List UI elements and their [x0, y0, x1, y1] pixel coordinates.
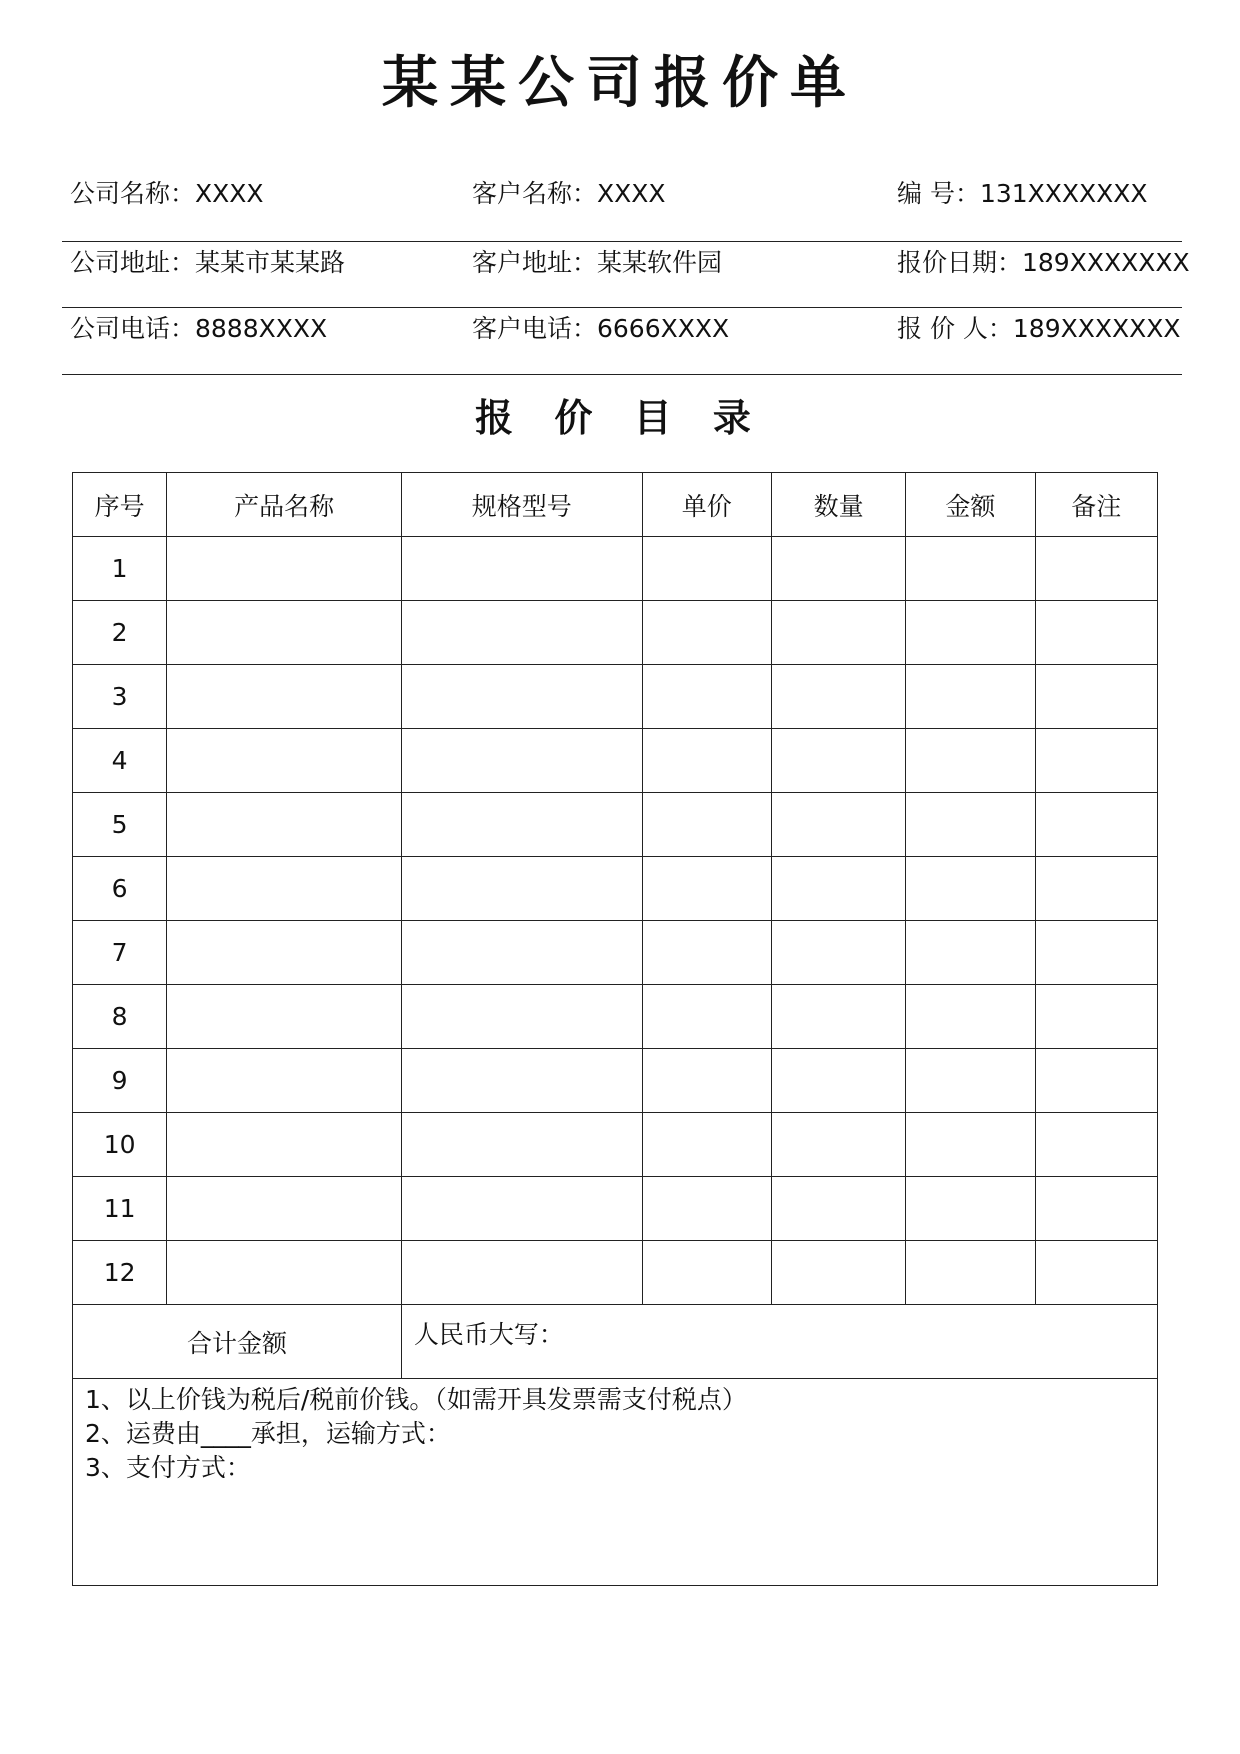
amount-cell[interactable]	[906, 1177, 1035, 1241]
unit-price-cell[interactable]	[642, 921, 771, 985]
product-name-cell[interactable]	[167, 857, 402, 921]
rmb-uppercase-field[interactable]	[401, 1305, 1157, 1379]
remarks-cell[interactable]	[1035, 601, 1157, 665]
info-divider-1	[62, 241, 1182, 242]
row-index: 10	[73, 1113, 167, 1177]
product-name-cell[interactable]	[167, 537, 402, 601]
header-quantity: 数量	[771, 473, 905, 537]
info-divider-3	[62, 374, 1182, 375]
row-index: 9	[73, 1049, 167, 1113]
spec-model-cell[interactable]	[401, 793, 642, 857]
note-tax: 1、以上价钱为税后/税前价钱。（如需开具发票需支付税点）	[85, 1385, 747, 1414]
unit-price-cell[interactable]	[642, 857, 771, 921]
remarks-cell[interactable]	[1035, 985, 1157, 1049]
quantity-cell[interactable]	[771, 921, 905, 985]
remarks-cell[interactable]	[1035, 537, 1157, 601]
unit-price-cell[interactable]	[642, 985, 771, 1049]
table-row	[73, 1241, 1158, 1305]
table-row	[73, 1113, 1158, 1177]
spec-model-cell[interactable]	[401, 537, 642, 601]
amount-cell[interactable]	[906, 601, 1035, 665]
rmb-uppercase-label: 人民币大写：	[413, 1320, 564, 1349]
document-title: 某某公司报价单	[382, 51, 858, 116]
remarks-cell[interactable]	[1035, 665, 1157, 729]
product-name-cell[interactable]	[167, 793, 402, 857]
row-index: 8	[73, 985, 167, 1049]
row-index: 5	[73, 793, 167, 857]
spec-model-cell[interactable]	[401, 601, 642, 665]
remarks-cell[interactable]	[1035, 1241, 1157, 1305]
unit-price-cell[interactable]	[642, 1177, 771, 1241]
customer-phone-field: 客户电话：6666XXXX	[472, 314, 730, 343]
amount-cell[interactable]	[906, 537, 1035, 601]
total-amount-label: 合计金额	[73, 1305, 402, 1379]
table-row	[73, 729, 1158, 793]
customer-address-field: 客户地址：某某软件园	[472, 248, 723, 277]
customer-name-field: 客户名称：XXXX	[472, 179, 666, 208]
product-name-cell[interactable]	[167, 665, 402, 729]
quote-table	[72, 472, 1158, 1586]
amount-cell[interactable]	[906, 729, 1035, 793]
unit-price-cell[interactable]	[642, 1049, 771, 1113]
spec-model-cell[interactable]	[401, 985, 642, 1049]
quantity-cell[interactable]	[771, 537, 905, 601]
quantity-cell[interactable]	[771, 1177, 905, 1241]
amount-cell[interactable]	[906, 985, 1035, 1049]
table-row	[73, 1177, 1158, 1241]
row-index: 7	[73, 921, 167, 985]
remarks-cell[interactable]	[1035, 921, 1157, 985]
product-name-cell[interactable]	[167, 601, 402, 665]
table-row	[73, 985, 1158, 1049]
table-row	[73, 921, 1158, 985]
product-name-cell[interactable]	[167, 1113, 402, 1177]
table-header-row	[73, 473, 1158, 537]
header-remarks: 备注	[1035, 473, 1157, 537]
row-index: 4	[73, 729, 167, 793]
header-index: 序号	[73, 473, 167, 537]
table-row	[73, 857, 1158, 921]
quantity-cell[interactable]	[771, 1049, 905, 1113]
quantity-cell[interactable]	[771, 665, 905, 729]
remarks-cell[interactable]	[1035, 1049, 1157, 1113]
header-amount: 金额	[906, 473, 1035, 537]
header-spec-model: 规格型号	[401, 473, 642, 537]
info-row-3	[62, 309, 1182, 349]
note-payment: 3、支付方式：	[85, 1453, 251, 1482]
quoter-field: 报 价 人：189XXXXXXX	[897, 314, 1181, 343]
header-product-name: 产品名称	[167, 473, 402, 537]
row-index: 11	[73, 1177, 167, 1241]
info-row-1	[62, 174, 1182, 214]
unit-price-cell[interactable]	[642, 601, 771, 665]
product-name-cell[interactable]	[167, 1049, 402, 1113]
spec-model-cell[interactable]	[401, 1113, 642, 1177]
spec-model-cell[interactable]	[401, 857, 642, 921]
spec-model-cell[interactable]	[401, 1049, 642, 1113]
row-index: 3	[73, 665, 167, 729]
amount-cell[interactable]	[906, 1113, 1035, 1177]
unit-price-cell[interactable]	[642, 729, 771, 793]
spec-model-cell[interactable]	[401, 921, 642, 985]
product-name-cell[interactable]	[167, 1177, 402, 1241]
header-unit-price: 单价	[642, 473, 771, 537]
table-row	[73, 601, 1158, 665]
quantity-cell[interactable]	[771, 1241, 905, 1305]
amount-cell[interactable]	[906, 793, 1035, 857]
notes-row	[73, 1379, 1158, 1586]
quantity-cell[interactable]	[771, 985, 905, 1049]
unit-price-cell[interactable]	[642, 793, 771, 857]
amount-cell[interactable]	[906, 857, 1035, 921]
amount-cell[interactable]	[906, 921, 1035, 985]
unit-price-cell[interactable]	[642, 665, 771, 729]
quantity-cell[interactable]	[771, 729, 905, 793]
total-row	[73, 1305, 1158, 1379]
company-phone-field: 公司电话：8888XXXX	[70, 314, 328, 343]
amount-cell[interactable]	[906, 665, 1035, 729]
amount-cell[interactable]	[906, 1241, 1035, 1305]
remarks-cell[interactable]	[1035, 793, 1157, 857]
quantity-cell[interactable]	[771, 601, 905, 665]
product-name-cell[interactable]	[167, 729, 402, 793]
company-address-field: 公司地址：某某市某某路	[70, 248, 346, 277]
spec-model-cell[interactable]	[401, 1177, 642, 1241]
info-divider-2	[62, 307, 1182, 308]
remarks-cell[interactable]	[1035, 729, 1157, 793]
company-name-field: 公司名称：XXXX	[70, 179, 264, 208]
spec-model-cell[interactable]	[401, 665, 642, 729]
remarks-cell[interactable]	[1035, 1177, 1157, 1241]
table-row	[73, 665, 1158, 729]
row-index: 2	[73, 601, 167, 665]
serial-number-field: 编 号：131XXXXXXX	[897, 179, 1148, 208]
info-row-2	[62, 243, 1190, 283]
row-index: 12	[73, 1241, 167, 1305]
table-row	[73, 1049, 1158, 1113]
quantity-cell[interactable]	[771, 793, 905, 857]
notes-cell	[73, 1379, 1158, 1586]
catalog-title: 报 价 目 录	[475, 396, 765, 440]
spec-model-cell[interactable]	[401, 1241, 642, 1305]
spec-model-cell[interactable]	[401, 729, 642, 793]
note-freight: 2、运费由____承担，运输方式：	[85, 1419, 451, 1448]
quote-date-field: 报价日期：189XXXXXXX	[897, 248, 1190, 277]
quantity-cell[interactable]	[771, 857, 905, 921]
quantity-cell[interactable]	[771, 1113, 905, 1177]
unit-price-cell[interactable]	[642, 1241, 771, 1305]
remarks-cell[interactable]	[1035, 1113, 1157, 1177]
unit-price-cell[interactable]	[642, 1113, 771, 1177]
table-row	[73, 793, 1158, 857]
product-name-cell[interactable]	[167, 1241, 402, 1305]
product-name-cell[interactable]	[167, 985, 402, 1049]
unit-price-cell[interactable]	[642, 537, 771, 601]
row-index: 1	[73, 537, 167, 601]
row-index: 6	[73, 857, 167, 921]
table-row	[73, 537, 1158, 601]
amount-cell[interactable]	[906, 1049, 1035, 1113]
remarks-cell[interactable]	[1035, 857, 1157, 921]
product-name-cell[interactable]	[167, 921, 402, 985]
